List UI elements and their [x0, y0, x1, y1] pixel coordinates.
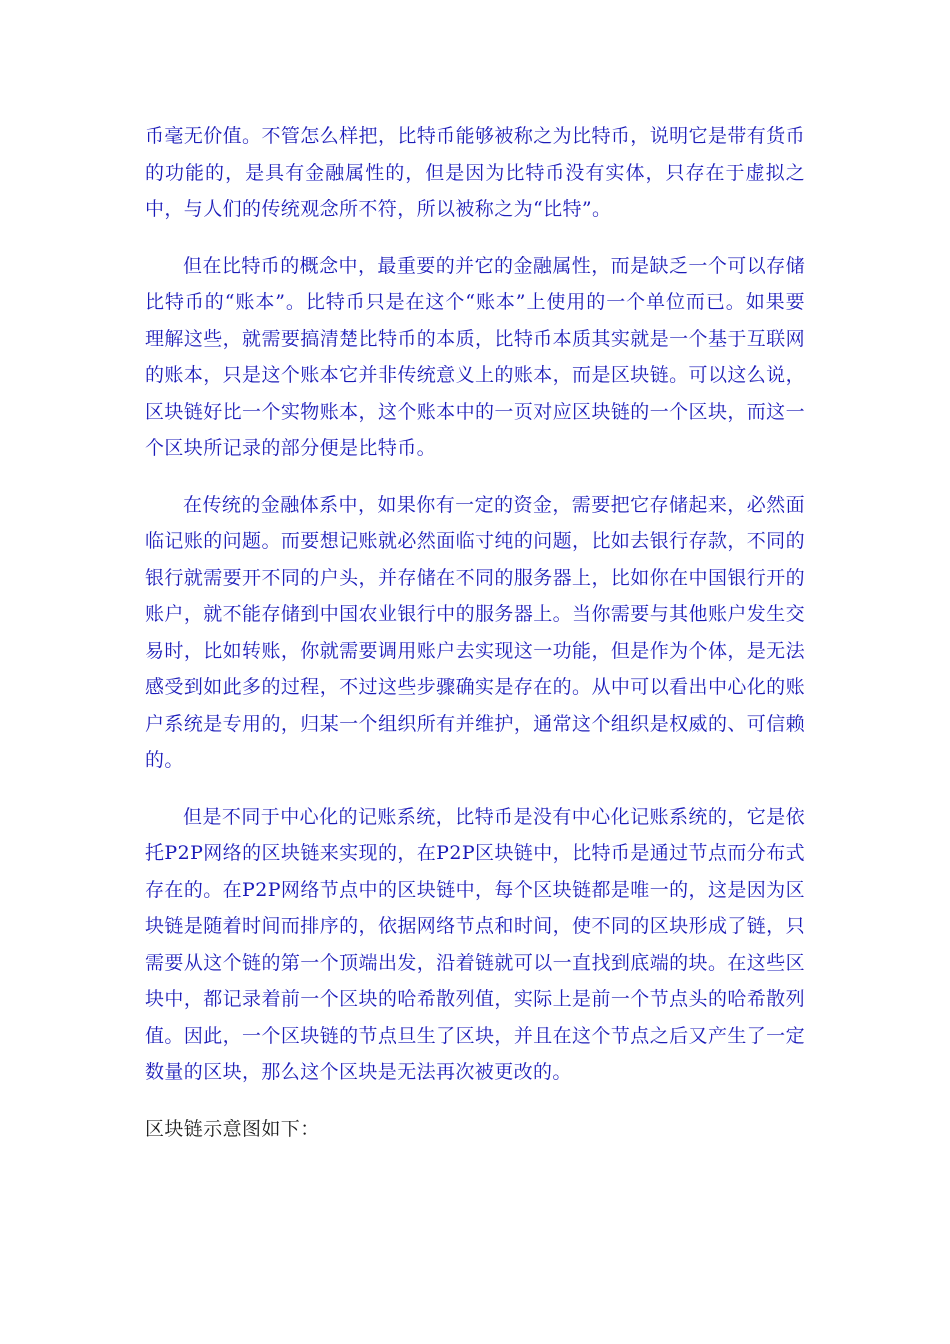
paragraph-2: 但在比特币的概念中，最重要的并它的金融属性，而是缺乏一个可以存储比特币的“账本”。比特币只是在这个“账本”上使用的一个单位而已。如果要理解这些，就需要搞清楚比特币的本质，比特币本质其实就是一个基于互联网的账本，只是这个账本它并非传统意义上的账本，而是区块链。可以这么说，区块链好比一个实物账本，这个账本中的一页对应区块链的一个区块，而这一个区块所记录的部分便是比特币。 [145, 254, 805, 459]
figure-caption: 区块链示意图如下： [145, 1117, 320, 1140]
paragraph-4: 但是不同于中心化的记账系统，比特币是没有中心化记账系统的，它是依托P2P网络的区块链来实现的，在P2P区块链中，比特币是通过节点而分布式存在的。在P2P网络节点中的区块链中，每个区块链都是唯一的，这是因为区块链是随着时间而排序的，依据网络节点和时间，使不同的区块形成了链，只需要从这个链的第一个顶端出发，沿着链就可以一直找到底端的块。在这些区块中，都记录着前一个区块的哈希散列值，实际上是前一个节点头的哈希散列值。因此，一个区块链的节点旦生了区块，并且在这个节点之后又产生了一定数量的区块，那么这个区块是无法再次被更改的。 [145, 805, 805, 1083]
paragraph-spacer [145, 467, 805, 487]
paragraph-1: 币毫无价值。不管怎么样把，比特币能够被称之为比特币，说明它是带有货币的功能的，是具有金融属性的，但是因为比特币没有实体，只存在于虚拟之中，与人们的传统观念所不符，所以被称之为“比特”。 [145, 125, 805, 220]
document-body [145, 118, 805, 1147]
paragraph-spacer [145, 779, 805, 799]
paragraph-spacer [145, 228, 805, 248]
paragraph-3: 在传统的金融体系中，如果你有一定的资金，需要把它存储起来，必然面临记账的问题。而要想记账就必然面临寸纯的问题，比如去银行存款，不同的银行就需要开不同的户头，并存储在不同的服务器上，比如你在中国银行开的账户，就不能存储到中国农业银行中的服务器上。当你需要与其他账户发生交易时，比如转账，你就需要调用账户去实现这一功能，但是作为个体，是无法感受到如此多的过程，不过这些步骤确实是存在的。从中可以看出中心化的账户系统是专用的，归某一个组织所有并维护，通常这个组织是权威的、可信赖的。 [145, 493, 805, 771]
paragraph-spacer [145, 1091, 805, 1111]
